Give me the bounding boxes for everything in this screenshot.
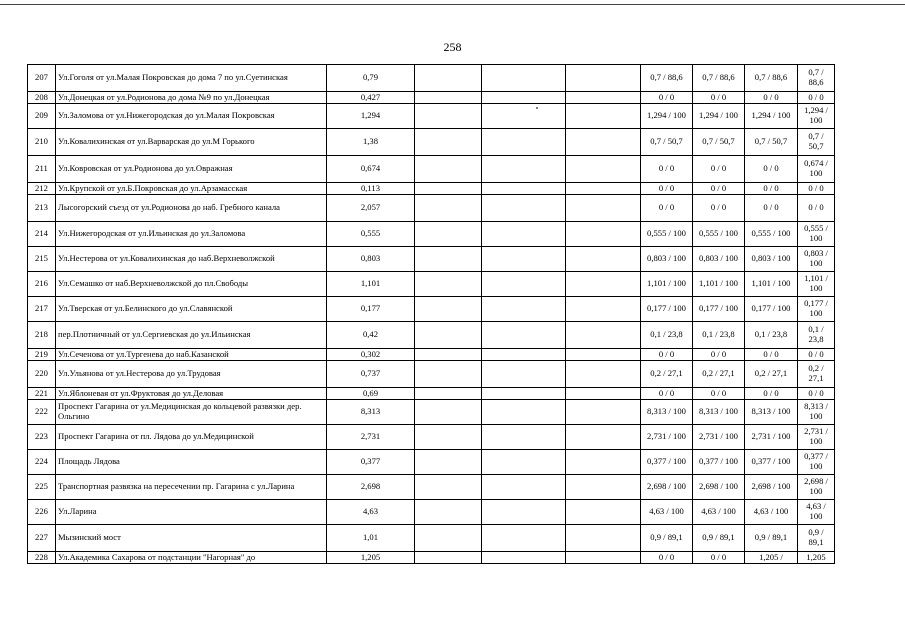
length-value: 1,101 (327, 272, 415, 297)
row-number: 221 (28, 388, 56, 400)
road-name: Ул.Нестерова от ул.Ковалихинская до наб.Верхневолжской (56, 247, 327, 272)
row-number: 208 (28, 92, 56, 104)
length-value: 1,294 (327, 104, 415, 129)
ratio-cell-4: 4,63 / 100 (798, 500, 835, 525)
road-name: Ул.Семашко от наб.Верхневолжской до пл.Свободы (56, 272, 327, 297)
ratio-cell-4: 2,698 / 100 (798, 475, 835, 500)
table-row (28, 450, 835, 475)
road-name: Ул.Гоголя от ул.Малая Покровская до дома 7 по ул.Суетинская (56, 65, 327, 92)
empty-cell (482, 156, 566, 183)
row-number: 220 (28, 361, 56, 388)
empty-cell (566, 65, 641, 92)
ratio-cell-3: 0,7 / 88,6 (745, 65, 798, 92)
empty-cell (415, 195, 482, 222)
ratio-cell-3: 0 / 0 (745, 195, 798, 222)
ratio-cell-2: 0 / 0 (693, 195, 745, 222)
empty-cell (566, 525, 641, 552)
ratio-cell-3: 0,9 / 89,1 (745, 525, 798, 552)
ratio-cell-3: 1,205 / (745, 552, 798, 564)
road-name: пер.Плотничный от ул.Сергиевская до ул.Ильинская (56, 322, 327, 349)
ratio-cell-1: 0,7 / 50,7 (641, 129, 693, 156)
empty-cell (415, 349, 482, 361)
empty-cell (482, 525, 566, 552)
ratio-cell-4: 0 / 0 (798, 388, 835, 400)
row-number: 224 (28, 450, 56, 475)
row-number: 217 (28, 297, 56, 322)
empty-cell (415, 129, 482, 156)
table-row (28, 272, 835, 297)
ratio-cell-1: 0 / 0 (641, 552, 693, 564)
row-number: 226 (28, 500, 56, 525)
empty-cell (482, 552, 566, 564)
roads-table (27, 64, 835, 564)
road-name: Ул.Донецкая от ул.Родионова до дома №9 по ул.Донецкая (56, 92, 327, 104)
row-number: 215 (28, 247, 56, 272)
empty-cell (415, 65, 482, 92)
ratio-cell-2: 0 / 0 (693, 92, 745, 104)
length-value: 0,803 (327, 247, 415, 272)
empty-cell (566, 361, 641, 388)
empty-cell (415, 156, 482, 183)
road-name: Ул.Заломова от ул.Нижегородская до ул.Малая Покровская (56, 104, 327, 129)
row-number: 228 (28, 552, 56, 564)
row-number: 212 (28, 183, 56, 195)
ratio-cell-1: 0,555 / 100 (641, 222, 693, 247)
empty-cell (415, 92, 482, 104)
ratio-cell-1: 1,101 / 100 (641, 272, 693, 297)
ratio-cell-2: 0 / 0 (693, 388, 745, 400)
row-number: 218 (28, 322, 56, 349)
ratio-cell-1: 1,294 / 100 (641, 104, 693, 129)
ratio-cell-4: 0 / 0 (798, 349, 835, 361)
empty-cell (566, 92, 641, 104)
ratio-cell-2: 0,7 / 50,7 (693, 129, 745, 156)
length-value: 0,674 (327, 156, 415, 183)
empty-cell (566, 552, 641, 564)
row-number: 223 (28, 425, 56, 450)
ratio-cell-3: 0 / 0 (745, 183, 798, 195)
empty-cell (566, 475, 641, 500)
empty-cell (415, 272, 482, 297)
length-value: 2,057 (327, 195, 415, 222)
ratio-cell-2: 0 / 0 (693, 349, 745, 361)
ratio-cell-2: 0,555 / 100 (693, 222, 745, 247)
empty-cell (482, 475, 566, 500)
length-value: 0,42 (327, 322, 415, 349)
page-number: 258 (443, 40, 462, 54)
ratio-cell-1: 0 / 0 (641, 183, 693, 195)
table-row (28, 65, 835, 92)
ratio-cell-4: 0,177 / 100 (798, 297, 835, 322)
ratio-cell-1: 0 / 0 (641, 156, 693, 183)
ratio-cell-4: 0 / 0 (798, 183, 835, 195)
length-value: 0,737 (327, 361, 415, 388)
road-name: Ул.Ковровская от ул.Родионова до ул.Овражная (56, 156, 327, 183)
table-row (28, 425, 835, 450)
ratio-cell-3: 0 / 0 (745, 349, 798, 361)
ratio-cell-1: 0,7 / 88,6 (641, 65, 693, 92)
length-value: 0,69 (327, 388, 415, 400)
ratio-cell-4: 1,101 / 100 (798, 272, 835, 297)
road-name: Ул.Сеченова от ул.Тургенева до наб.Казанской (56, 349, 327, 361)
length-value: 0,377 (327, 450, 415, 475)
table-row (28, 361, 835, 388)
ratio-cell-4: 0,674 / 100 (798, 156, 835, 183)
ratio-cell-1: 0 / 0 (641, 388, 693, 400)
empty-cell (415, 525, 482, 552)
ratio-cell-1: 2,698 / 100 (641, 475, 693, 500)
empty-cell (566, 450, 641, 475)
empty-cell (415, 104, 482, 129)
length-value: 0,113 (327, 183, 415, 195)
length-value: 4,63 (327, 500, 415, 525)
table-row (28, 129, 835, 156)
length-value: 0,79 (327, 65, 415, 92)
ratio-cell-4: 0,377 / 100 (798, 450, 835, 475)
empty-cell (415, 388, 482, 400)
ratio-cell-3: 0,555 / 100 (745, 222, 798, 247)
road-name: Проспект Гагарина от пл. Лядова до ул.Медицинской (56, 425, 327, 450)
empty-cell (566, 400, 641, 425)
empty-cell (482, 272, 566, 297)
empty-cell (566, 247, 641, 272)
table-row (28, 322, 835, 349)
empty-cell (482, 450, 566, 475)
empty-cell (415, 361, 482, 388)
empty-cell (482, 104, 566, 129)
length-value: 0,555 (327, 222, 415, 247)
length-value: 0,177 (327, 297, 415, 322)
empty-cell (566, 156, 641, 183)
ratio-cell-3: 1,294 / 100 (745, 104, 798, 129)
empty-cell (415, 552, 482, 564)
ratio-cell-1: 8,313 / 100 (641, 400, 693, 425)
ratio-cell-1: 0 / 0 (641, 195, 693, 222)
table-row (28, 104, 835, 129)
table-row (28, 195, 835, 222)
table-row (28, 247, 835, 272)
road-name: Лысогорский съезд от ул.Родионова до наб. Гребного канала (56, 195, 327, 222)
top-border-line (0, 4, 905, 5)
ratio-cell-2: 0,2 / 27,1 (693, 361, 745, 388)
empty-cell (482, 425, 566, 450)
road-name: Ул.Нижегородская от ул.Ильинская до ул.Заломова (56, 222, 327, 247)
ratio-cell-3: 0,803 / 100 (745, 247, 798, 272)
length-value: 0,302 (327, 349, 415, 361)
ratio-cell-1: 0,1 / 23,8 (641, 322, 693, 349)
ratio-cell-3: 0,1 / 23,8 (745, 322, 798, 349)
ratio-cell-2: 0,803 / 100 (693, 247, 745, 272)
empty-cell (482, 183, 566, 195)
empty-cell (482, 247, 566, 272)
ratio-cell-3: 4,63 / 100 (745, 500, 798, 525)
ratio-cell-4: 0,555 / 100 (798, 222, 835, 247)
empty-cell (566, 349, 641, 361)
row-number: 213 (28, 195, 56, 222)
ratio-cell-3: 0,377 / 100 (745, 450, 798, 475)
ratio-cell-3: 0 / 0 (745, 388, 798, 400)
ratio-cell-4: 0 / 0 (798, 92, 835, 104)
length-value: 1,38 (327, 129, 415, 156)
ratio-cell-2: 0,9 / 89,1 (693, 525, 745, 552)
table-row (28, 183, 835, 195)
ratio-cell-1: 0 / 0 (641, 92, 693, 104)
empty-cell (566, 129, 641, 156)
row-number: 227 (28, 525, 56, 552)
empty-cell (482, 129, 566, 156)
empty-cell (566, 195, 641, 222)
ratio-cell-3: 8,313 / 100 (745, 400, 798, 425)
empty-cell (415, 500, 482, 525)
ratio-cell-3: 2,731 / 100 (745, 425, 798, 450)
empty-cell (566, 322, 641, 349)
ratio-cell-3: 0,177 / 100 (745, 297, 798, 322)
road-name: Ул.Ковалихинская от ул.Варварская до ул.М Горького (56, 129, 327, 156)
empty-cell (566, 222, 641, 247)
empty-cell (482, 65, 566, 92)
row-number: 219 (28, 349, 56, 361)
ratio-cell-1: 2,731 / 100 (641, 425, 693, 450)
empty-cell (482, 349, 566, 361)
length-value: 8,313 (327, 400, 415, 425)
empty-cell (482, 322, 566, 349)
table-row (28, 525, 835, 552)
ratio-cell-4: 0,9 / 89,1 (798, 525, 835, 552)
road-name: Ул.Крупской от ул.Б.Покровская до ул.Арзамасская (56, 183, 327, 195)
ratio-cell-3: 0,7 / 50,7 (745, 129, 798, 156)
table-row (28, 400, 835, 425)
ratio-cell-2: 0 / 0 (693, 183, 745, 195)
empty-cell (482, 361, 566, 388)
table-row (28, 297, 835, 322)
ratio-cell-4: 0 / 0 (798, 195, 835, 222)
ratio-cell-2: 4,63 / 100 (693, 500, 745, 525)
empty-cell (482, 500, 566, 525)
ratio-cell-2: 2,698 / 100 (693, 475, 745, 500)
ratio-cell-4: 0,7 / 88,6 (798, 65, 835, 92)
table-row (28, 388, 835, 400)
empty-cell (415, 322, 482, 349)
ratio-cell-1: 0 / 0 (641, 349, 693, 361)
empty-cell (566, 297, 641, 322)
ratio-cell-2: 0 / 0 (693, 552, 745, 564)
empty-cell (566, 183, 641, 195)
ratio-cell-2: 0 / 0 (693, 156, 745, 183)
ratio-cell-2: 1,294 / 100 (693, 104, 745, 129)
ratio-cell-1: 0,803 / 100 (641, 247, 693, 272)
row-number: 222 (28, 400, 56, 425)
empty-cell (566, 272, 641, 297)
ratio-cell-3: 2,698 / 100 (745, 475, 798, 500)
length-value: 2,698 (327, 475, 415, 500)
empty-cell (415, 450, 482, 475)
table-row (28, 92, 835, 104)
empty-cell (566, 388, 641, 400)
empty-cell (415, 247, 482, 272)
table-body (28, 65, 835, 564)
empty-cell (482, 297, 566, 322)
ratio-cell-3: 0,2 / 27,1 (745, 361, 798, 388)
ratio-cell-4: 8,313 / 100 (798, 400, 835, 425)
empty-cell (566, 104, 641, 129)
table-row (28, 349, 835, 361)
ratio-cell-4: 0,2 / 27,1 (798, 361, 835, 388)
ratio-cell-2: 2,731 / 100 (693, 425, 745, 450)
ratio-cell-2: 0,377 / 100 (693, 450, 745, 475)
row-number: 209 (28, 104, 56, 129)
ratio-cell-3: 0 / 0 (745, 92, 798, 104)
ratio-cell-2: 0,7 / 88,6 (693, 65, 745, 92)
length-value: 1,01 (327, 525, 415, 552)
road-name: Ул.Ларина (56, 500, 327, 525)
road-name: Мызинский мост (56, 525, 327, 552)
ratio-cell-4: 0,803 / 100 (798, 247, 835, 272)
length-value: 0,427 (327, 92, 415, 104)
row-number: 225 (28, 475, 56, 500)
row-number: 216 (28, 272, 56, 297)
empty-cell (415, 222, 482, 247)
ratio-cell-1: 0,9 / 89,1 (641, 525, 693, 552)
empty-cell (482, 388, 566, 400)
length-value: 1,205 (327, 552, 415, 564)
table-row (28, 156, 835, 183)
ratio-cell-3: 1,101 / 100 (745, 272, 798, 297)
ratio-cell-4: 2,731 / 100 (798, 425, 835, 450)
ratio-cell-1: 4,63 / 100 (641, 500, 693, 525)
empty-cell (482, 92, 566, 104)
empty-cell (415, 425, 482, 450)
empty-cell (566, 500, 641, 525)
ratio-cell-1: 0,177 / 100 (641, 297, 693, 322)
row-number: 211 (28, 156, 56, 183)
empty-cell (482, 400, 566, 425)
ratio-cell-2: 0,1 / 23,8 (693, 322, 745, 349)
table-row (28, 222, 835, 247)
length-value: 2,731 (327, 425, 415, 450)
ratio-cell-4: 0,1 / 23,8 (798, 322, 835, 349)
road-name: Ул.Ульянова от ул.Нестерова до ул.Трудовая (56, 361, 327, 388)
ratio-cell-4: 0,7 / 50,7 (798, 129, 835, 156)
ratio-cell-3: 0 / 0 (745, 156, 798, 183)
ratio-cell-2: 1,101 / 100 (693, 272, 745, 297)
empty-cell (415, 297, 482, 322)
row-number: 210 (28, 129, 56, 156)
ratio-cell-1: 0,377 / 100 (641, 450, 693, 475)
road-name: Ул.Академика Сахарова от подстанции "Нагорная" до (56, 552, 327, 564)
ratio-cell-2: 8,313 / 100 (693, 400, 745, 425)
empty-cell (482, 195, 566, 222)
empty-cell (415, 183, 482, 195)
road-name: Ул.Тверская от ул.Белинского до ул.Славянской (56, 297, 327, 322)
ratio-cell-4: 1,205 (798, 552, 835, 564)
empty-cell (566, 425, 641, 450)
ratio-cell-4: 1,294 / 100 (798, 104, 835, 129)
road-name: Площадь Лядова (56, 450, 327, 475)
ratio-cell-1: 0,2 / 27,1 (641, 361, 693, 388)
table-row (28, 475, 835, 500)
row-number: 207 (28, 65, 56, 92)
road-name: Транспортная развязка на пересечении пр. Гагарина с ул.Ларина (56, 475, 327, 500)
road-name: Проспект Гагарина от ул.Медицинская до кольцевой развязки дер. Ольгино (56, 400, 327, 425)
empty-cell (482, 222, 566, 247)
row-number: 214 (28, 222, 56, 247)
ratio-cell-2: 0,177 / 100 (693, 297, 745, 322)
empty-cell (415, 475, 482, 500)
table-row (28, 552, 835, 564)
road-name: Ул.Яблоневая от ул.Фруктовая до ул.Деловая (56, 388, 327, 400)
table-row (28, 500, 835, 525)
empty-cell (415, 400, 482, 425)
